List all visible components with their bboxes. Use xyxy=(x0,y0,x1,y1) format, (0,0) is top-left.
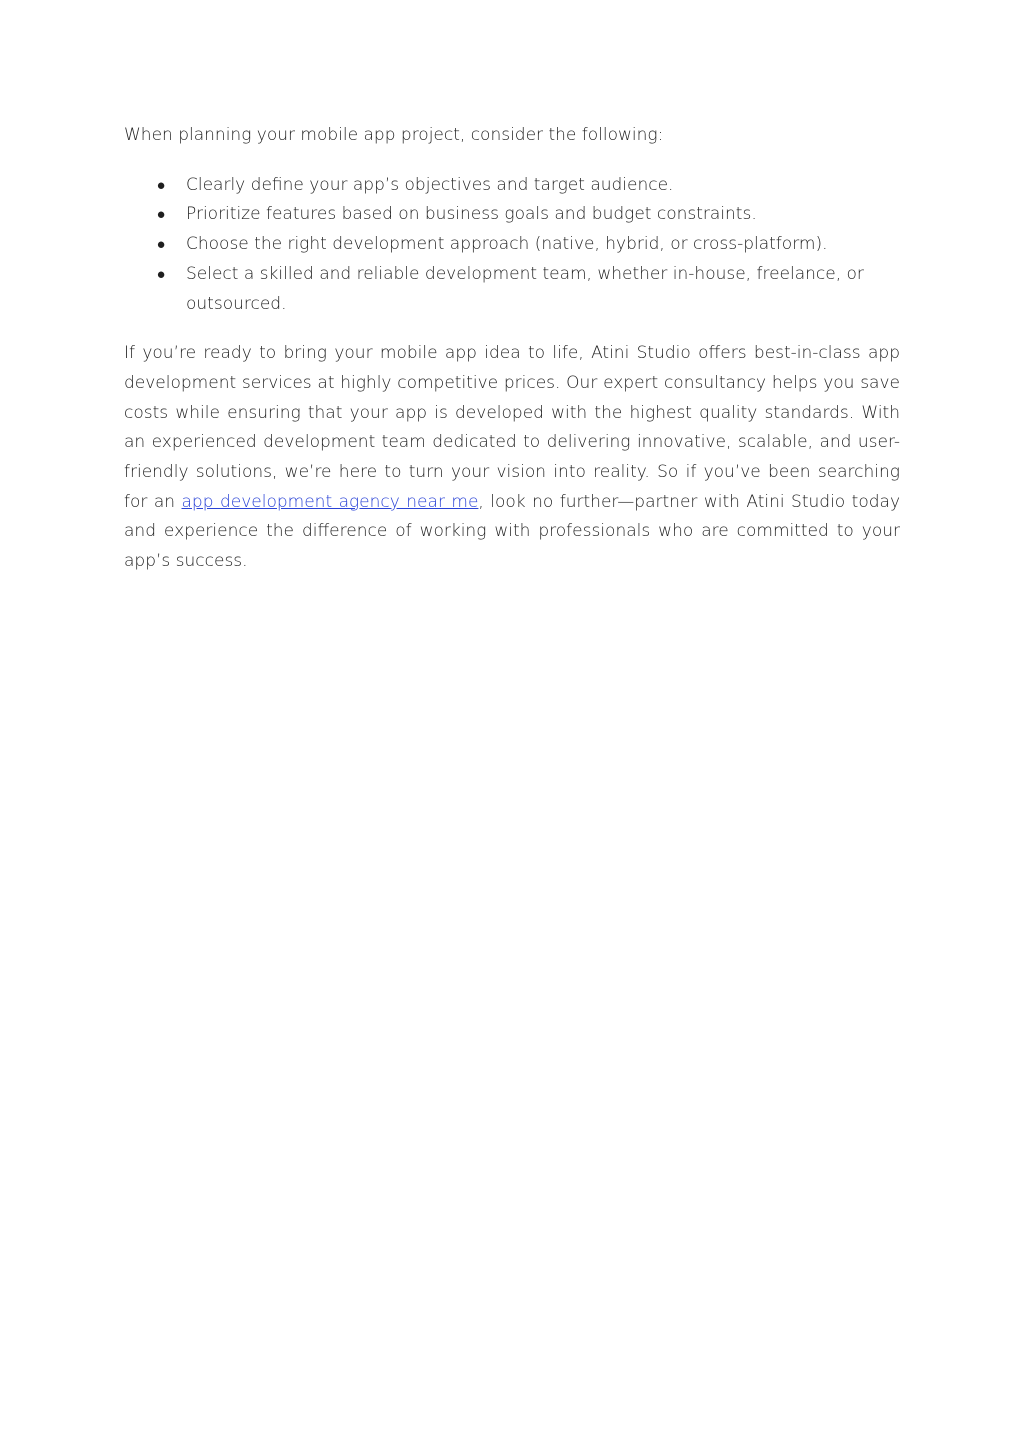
list-item-text: Select a skilled and reliable development team, whether in-house, freelance, or outsourced. xyxy=(186,263,864,314)
bullet-icon: ● xyxy=(156,235,166,254)
bullet-icon: ● xyxy=(156,175,166,194)
paragraph-text-before-link: If you’re ready to bring your mobile app idea to life, Atini Studio offers best-in-class app development services at highly competitive prices. Our expert consultancy helps you save costs while ensuring that your app is developed with the highest quality standards. With an experienced development team dedicated to delivering innovative, scalable, and user-friendly solutions, we’re here to turn your vision into reality. So if you’ve been searching for an xyxy=(124,343,900,512)
list-item-text: Prioritize features based on business goals and budget constraints. xyxy=(186,204,757,225)
bullet-icon: ● xyxy=(156,264,166,283)
planning-list xyxy=(124,171,900,320)
closing-paragraph xyxy=(124,339,900,577)
paragraph-text-after-link: , look no further—partner with Atini Studio today and experience the difference of working with professionals who are committed to your app’s success. xyxy=(124,491,901,572)
list-item xyxy=(124,260,900,319)
agency-link[interactable]: app development agency near me xyxy=(181,491,479,512)
list-item xyxy=(124,200,900,230)
intro-text: When planning your mobile app project, consider the following: xyxy=(124,125,664,145)
list-item xyxy=(124,171,900,201)
list-item-text: Choose the right development approach (native, hybrid, or cross-platform). xyxy=(186,234,828,255)
list-item-text: Clearly define your app’s objectives and target audience. xyxy=(186,174,674,195)
bullet-icon: ● xyxy=(156,205,166,224)
list-item xyxy=(124,230,900,260)
document-content xyxy=(124,121,900,577)
